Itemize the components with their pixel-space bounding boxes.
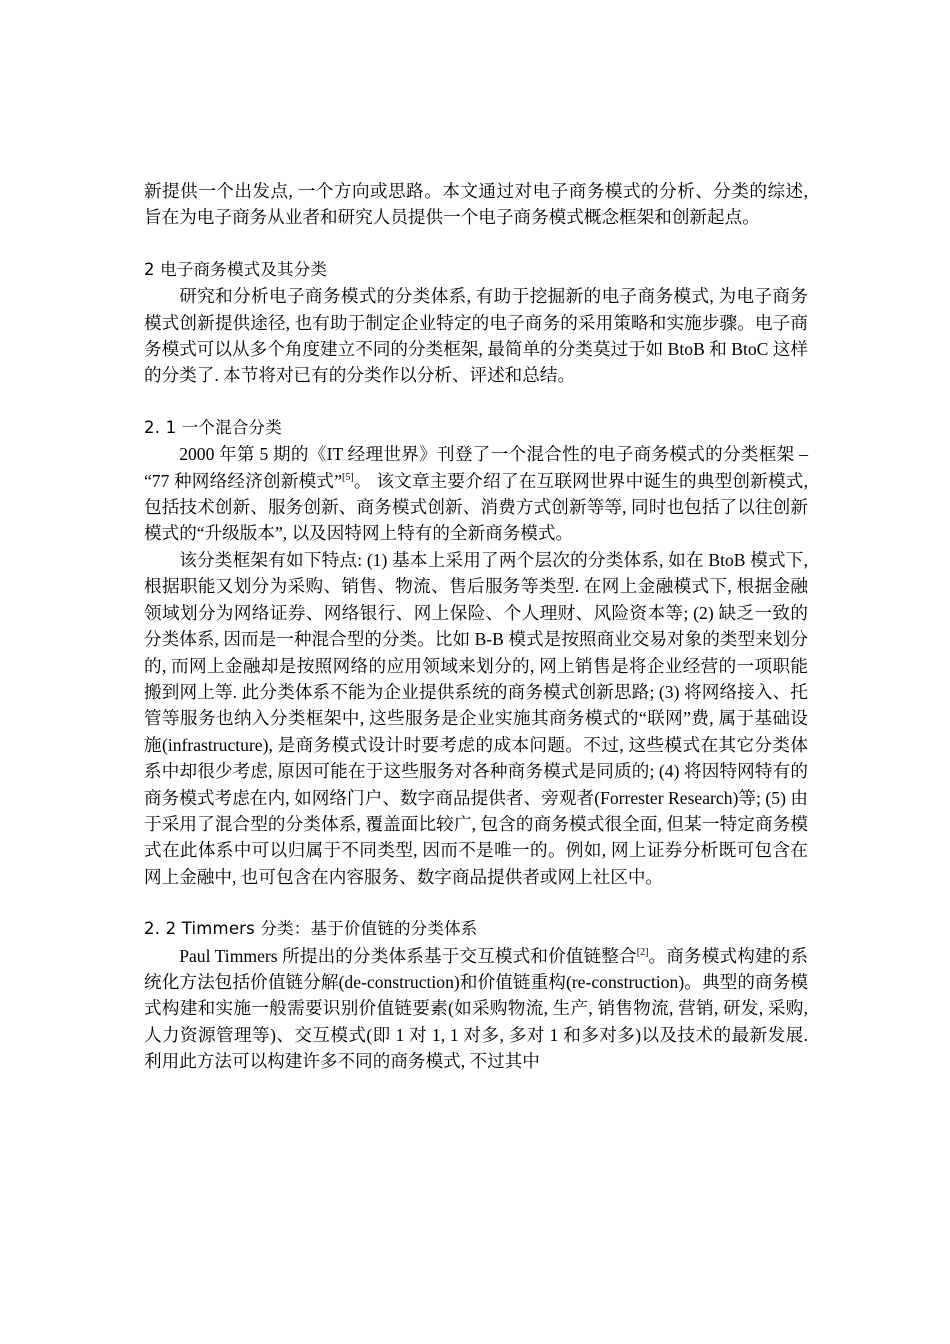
section-2-2-heading: 2. 2 Timmers 分类：基于价值链的分类体系	[144, 919, 478, 939]
spacer	[144, 231, 808, 257]
paragraph-text: 。 该文章主要介绍了在互联网世界中诞生的典型创新模式, 包括技术创新、服务创新、商务模式创新、消费方式创新等等, 同时也包括了以往创新模式的“升级版本”, 以及因特网上特有的全新商务模式。	[144, 470, 808, 544]
section-2-1-paragraph-1	[144, 441, 808, 547]
section-2-paragraph: 研究和分析电子商务模式的分类体系, 有助于挖掘新的电子商务模式, 为电子商务模式创新提供途径, 也有助于制定企业特定的电子商务的采用策略和实施步骤。电子商务模式可以从多个角度建立不同的分类框架, 最简单的分类莫过于如 BtoB 和 BtoC 这样的分类了. 本节将对已有的分类作以分析、评述和总结。	[144, 286, 808, 386]
paragraph-text: Paul Timmers 所提出的分类体系基于交互模式和价值链整合	[179, 945, 637, 966]
intro-paragraph: 新提供一个出发点, 一个方向或思路。本文通过对电子商务模式的分析、分类的综述, 旨在为电子商务从业者和研究人员提供一个电子商务模式概念框架和创新起点。	[144, 181, 808, 228]
section-2-1-heading: 2. 1 一个混合分类	[144, 417, 282, 437]
spacer	[144, 890, 808, 916]
section-2-2-paragraph-1	[144, 943, 808, 1075]
citation-ref-5: [5]	[342, 471, 354, 483]
spacer	[144, 389, 808, 415]
section-2-heading: 2 电子商务模式及其分类	[144, 259, 328, 279]
paragraph-text: 。商务模式构建的系统化方法包括价值链分解(de-construction)和价值链重构(re-construction)。典型的商务模式构建和实施一般需要识别价值链要素(如采购物流, 生产, 销售物流, 营销, 研发, 采购, 人力资源管理等)、交互模式(即 1 对 1, 1 对多, 多对 1 和多对多)以及技术的最新发展. 利用此方法可以构建许多不同的商务模式, 不过其中	[144, 945, 808, 1072]
section-2-1-paragraph-2: 该分类框架有如下特点: (1) 基本上采用了两个层次的分类体系, 如在 BtoB 模式下, 根据职能又划分为采购、销售、物流、售后服务等类型. 在网上金融模式下, 根据金融领域划分为网络证券、网络银行、网上保险、个人理财、风险资本等; (2) 缺乏一致的分类体系, 因而是一种混合型的分类。比如 B-B 模式是按照商业交易对象的类型来划分的, 而网上金融却是按照网络的应用领域来划分的, 网上销售是将企业经营的一项职能搬到网上等. 此分类体系不能为企业提供系统的商务模式创新思路; (3) 将网络接入、托管等服务也纳入分类框架中, 这些服务是企业实施其商务模式的“联网”费, 属于基础设施(infrastructure), 是商务模式设计时要考虑的成本问题。不过, 这些模式在其它分类体系中却很少考虑, 原因可能在于这些服务对各种商务模式是同质的; (4) 将因特网特有的商务模式考虑在内, 如网络门户、数字商品提供者、旁观者(Forrester Research)等; (5) 由于采用了混合型的分类体系, 覆盖面比较广, 包含的商务模式很全面, 但某一特定商务模式在此体系中可以归属于不同类型, 因而不是唯一的。例如, 网上证券分析既可包含在网上金融中, 也可包含在内容服务、数字商品提供者或网上社区中。	[144, 549, 808, 887]
citation-ref-2: [2]	[636, 946, 649, 958]
paragraph-text: 2000 年第 5 期的《IT 经理世界》刊登了一个混合性的电子商务模式的分类框架 – “77 种网络经济创新模式”	[144, 444, 808, 491]
document-body	[144, 178, 808, 1075]
